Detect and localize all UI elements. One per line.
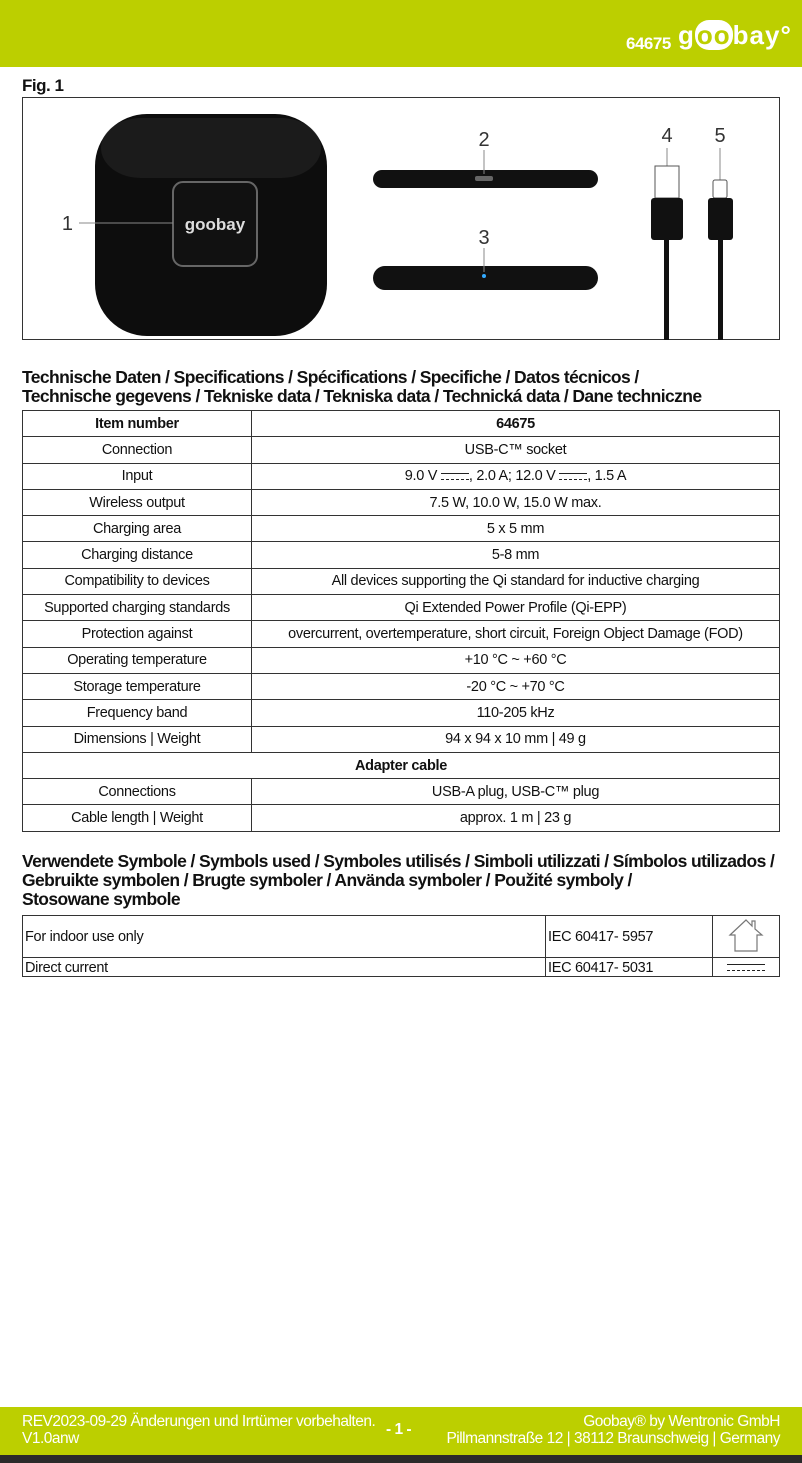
table-row: Protection against overcurrent, overtemperature, short circuit, Foreign Object Damage (FOD): [23, 621, 780, 647]
product-figure: [22, 97, 780, 340]
table-row: Connection USB-C™ socket: [23, 437, 780, 463]
specifications-table: [22, 410, 780, 832]
house-icon: [726, 917, 766, 953]
symbols-table: [22, 915, 780, 977]
table-row: Charging area 5 x 5 mm: [23, 516, 780, 542]
goobay-logo: goobay°: [678, 20, 792, 50]
direct-current-icon: [441, 473, 469, 480]
version-text: V1.0anw: [22, 1430, 79, 1447]
table-row: Storage temperature -20 °C ~ +70 °C: [23, 673, 780, 699]
symbols-heading: Verwendete Symbole / Symbols used / Symboles utilisés / Simboli utilizzati / Símbolos utilizados / Gebruikte symbolen / Brugte symboler / Använda symboler / Použité symboly / Stosowane symbole: [22, 851, 775, 909]
svg-text:1: 1: [61, 213, 73, 235]
table-row: For indoor use only IEC 60417- 5957: [23, 916, 780, 958]
svg-text:2: 2: [478, 129, 490, 151]
svg-text:goobay: goobay: [184, 215, 246, 234]
product-illustration: [23, 98, 781, 341]
table-row: Frequency band 110-205 kHz: [23, 700, 780, 726]
table-row: Input 9.0 V , 2.0 A; 12.0 V , 1.5 A: [23, 463, 780, 489]
table-row: Compatibility to devices All devices supporting the Qi standard for inductive charging: [23, 568, 780, 594]
table-row: Cable length | Weight approx. 1 m | 23 g: [23, 805, 780, 831]
table-section-header: Adapter cable: [23, 752, 780, 778]
header-bar: [0, 0, 802, 67]
footer-strip: [0, 1455, 802, 1463]
direct-current-icon: [559, 473, 587, 480]
table-row: Operating temperature +10 °C ~ +60 °C: [23, 647, 780, 673]
table-row: Item number 64675: [23, 411, 780, 437]
table-row: Direct current IEC 60417- 5031: [23, 958, 780, 977]
direct-current-icon: [727, 964, 765, 971]
company-name: Goobay® by Wentronic GmbH: [583, 1413, 780, 1430]
svg-text:3: 3: [478, 227, 490, 249]
svg-text:5: 5: [714, 125, 726, 147]
table-row: Supported charging standards Qi Extended Power Profile (Qi-EPP): [23, 595, 780, 621]
figure-label: Fig. 1: [22, 76, 64, 95]
item-number: 64675: [626, 34, 671, 53]
page-number: - 1 -: [386, 1421, 412, 1438]
table-row: Charging distance 5-8 mm: [23, 542, 780, 568]
footer: [0, 1407, 802, 1455]
svg-text:4: 4: [661, 125, 673, 147]
specifications-heading: Technische Daten / Specifications / Spécifications / Specifiche / Datos técnicos / Technische gegevens / Tekniske data / Tekniska data / Technická data / Dane techniczne: [22, 367, 702, 406]
table-row: Connections USB-A plug, USB-C™ plug: [23, 779, 780, 805]
table-row: Dimensions | Weight 94 x 94 x 10 mm | 49 g: [23, 726, 780, 752]
revision-text: REV2023-09-29 Änderungen und Irrtümer vorbehalten.: [22, 1413, 376, 1430]
company-address: Pillmannstraße 12 | 38112 Braunschweig | Germany: [446, 1430, 780, 1447]
table-row: Wireless output 7.5 W, 10.0 W, 15.0 W max.: [23, 489, 780, 515]
